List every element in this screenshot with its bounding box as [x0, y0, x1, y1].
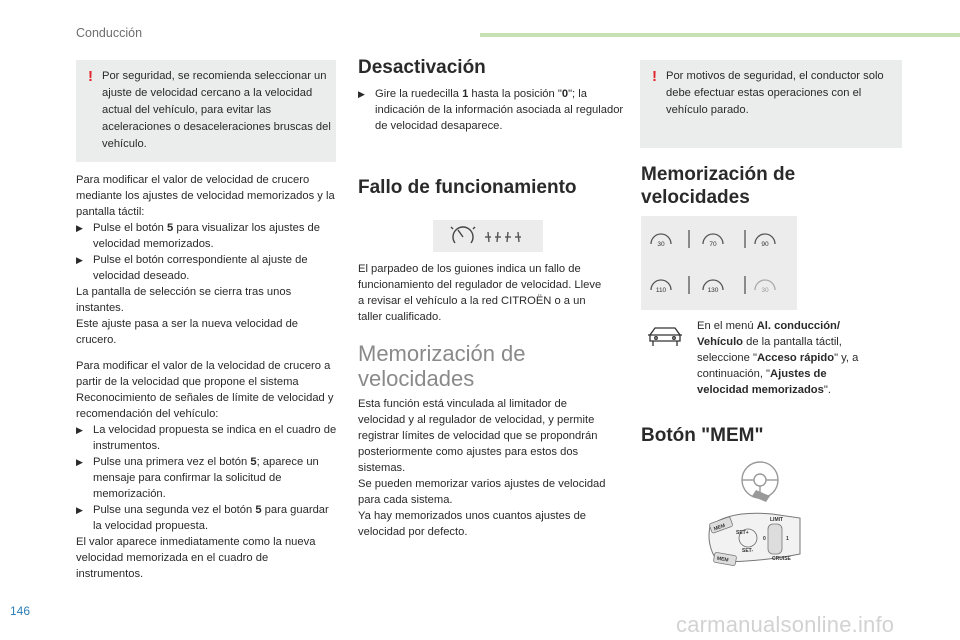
warning-text: Por motivos de seguridad, el conductor solo debe efectuar estas operaciones con el vehículo parado. [666, 70, 884, 116]
mem-button-label: MEM [716, 555, 729, 564]
list-item: ▶ Pulse el botón correspondiente al ajuste de velocidad deseado. [76, 254, 308, 282]
paragraph: Para modificar el valor de velocidad de crucero mediante los ajustes de velocidad memorizados y la pantalla táctil: [76, 174, 335, 218]
limit-label: LIMIT [770, 517, 784, 523]
heading-boton-mem: Botón "MEM" [641, 425, 764, 446]
speed-preset-label: 130 [707, 287, 719, 294]
safety-warning-box [640, 60, 902, 148]
list-item: ▶ Gire la ruedecilla 1 hasta la posición "0"; la indicación de la información asociada al regulador de velocidad desaparece. [358, 88, 624, 132]
speed-preset-label: 70 [709, 241, 717, 248]
list-item: ▶ Pulse una segunda vez el botón 5 para guardar la velocidad propuesta. [76, 504, 329, 532]
steering-stalk-illustration [700, 458, 810, 576]
warning-icon: ! [652, 68, 657, 85]
paragraph: La pantalla de selección se cierra tras unos instantes. [76, 286, 292, 314]
paragraph: El valor aparece inmediatamente como la nueva velocidad memorizada en el cuadro de instrumentos. [76, 536, 316, 580]
recommended-speed-procedure [76, 358, 338, 582]
arrow-bullet-icon: ▶ [76, 255, 83, 265]
paragraph: Esta función está vinculada al limitador de velocidad y al regulador de velocidad, y permite registrar límites de velocidad que se propondrán posteriormente como ajustes para estos dos sistemas. [358, 398, 598, 474]
one-label: 1 [786, 536, 789, 542]
heading-desactivacion: Desactivación [358, 57, 486, 78]
memorization-text [358, 396, 610, 540]
paragraph: Este ajuste pasa a ser la nueva velocidad de crucero. [76, 318, 299, 346]
paragraph: Ya hay memorizados unos cuantos ajustes de velocidad por defecto. [358, 510, 587, 538]
zero-label: 0 [763, 536, 766, 542]
speed-preset-label: 90 [761, 241, 769, 248]
heading-memorizacion-light: Memorización de velocidades [358, 341, 526, 391]
warning-text: Por seguridad, se recomienda seleccionar un ajuste de velocidad cercano a la velocidad actual del vehículo, para evitar las aceleraciones o desaceleraciones bruscas del vehículo. [102, 70, 331, 150]
arrow-bullet-icon: ▶ [76, 457, 83, 467]
paragraph: Para modificar el valor de la velocidad de crucero a partir de la velocidad que propone el sistema Reconocimiento de señales de límite de velocidad y recomendación del vehículo: [76, 360, 334, 420]
arrow-bullet-icon: ▶ [76, 425, 83, 435]
speed-preset-label: 110 [655, 287, 667, 294]
fault-indicator-panel [433, 220, 543, 252]
speed-preset-label: 30 [657, 241, 665, 248]
safety-warning-box [76, 60, 336, 162]
list-item: ▶ Pulse el botón 5 para visualizar los ajustes de velocidad memorizados. [76, 222, 321, 250]
speed-preset-label: 30 [761, 287, 769, 294]
page-number: 146 [10, 604, 31, 618]
list-item: ▶ Pulse una primera vez el botón 5; aparece un mensaje para confirmar la solicitud de memorización. [76, 456, 319, 500]
menu-instructions: En el menú Al. conducción/ Vehículo de la pantalla táctil, seleccione "Acceso rápido" y, a continuación, "Ajustes de velocidad memorizados". [697, 320, 859, 396]
mem-button-label: MEM [713, 522, 727, 533]
watermark: carmanualsonline.info [676, 612, 895, 637]
section-title: Conducción [76, 26, 143, 40]
heading-memorizacion: Memorización de velocidades [641, 164, 796, 208]
arrow-bullet-icon: ▶ [76, 505, 83, 515]
stored-speeds-procedure [76, 172, 338, 348]
car-settings-icon [646, 325, 684, 349]
set-plus-label: SET+ [736, 530, 749, 536]
paragraph: Se pueden memorizar varios ajustes de velocidad para cada sistema. [358, 478, 606, 506]
stored-speeds-panel [641, 216, 797, 310]
list-item: ▶ La velocidad propuesta se indica en el cuadro de instrumentos. [76, 424, 337, 452]
cruise-label: CRUISE [772, 556, 791, 562]
fault-text: El parpadeo de los guiones indica un fallo de funcionamiento del regulador de velocidad. Lleve a revisar el vehículo a la red CITROËN o a un taller cualificado. [358, 263, 602, 323]
header-accent-bar [480, 33, 960, 37]
heading-fallo: Fallo de funcionamiento [358, 177, 577, 198]
warning-icon: ! [88, 68, 93, 85]
set-minus-label: SET- [742, 548, 754, 554]
arrow-bullet-icon: ▶ [358, 89, 365, 99]
speed-gauges-grid [641, 216, 797, 310]
arrow-bullet-icon: ▶ [76, 223, 83, 233]
speedometer-dashes-icon [433, 220, 543, 252]
